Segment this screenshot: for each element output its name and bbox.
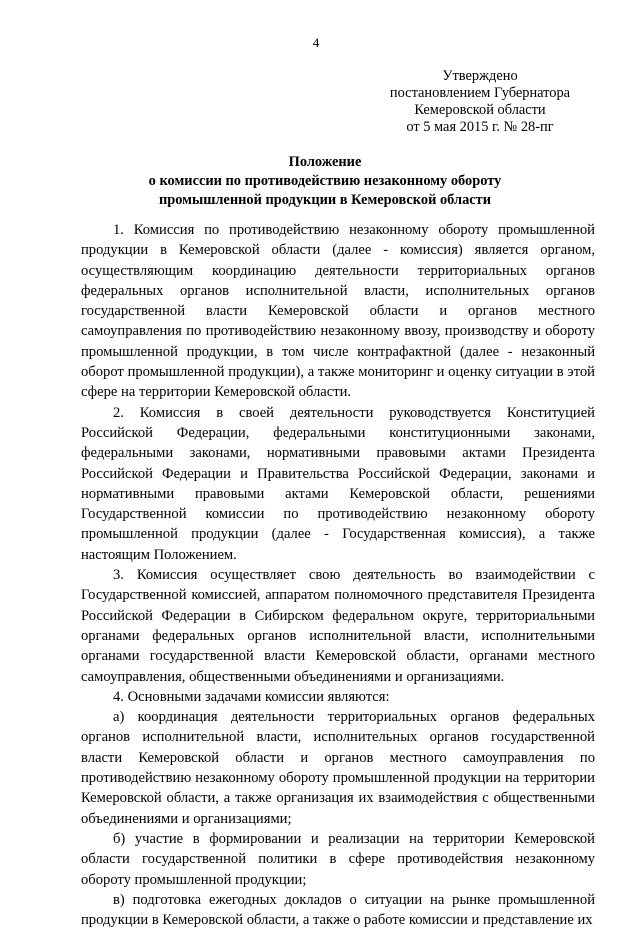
title-line: о комиссии по противодействию незаконному обороту [148,173,502,189]
approval-block [365,68,595,136]
approval-line: от 5 мая 2015 г. № 28-пг [406,119,554,135]
paragraph-4b: б) участие в формировании и реализации на территории Кемеровской области государственной политики в сфере противодействия незаконному обороту промышленной продукции; [81,830,595,888]
paragraph-4c: в) подготовка ежегодных докладов о ситуации на рынке промышленной продукции в Кемеровской области, а также о работе комиссии и представление их [81,891,595,929]
title-line: Положение [288,154,362,170]
document-body [81,220,595,930]
paragraph-1: 1. Комиссия по противодействию незаконному обороту промышленной продукции в Кемеровской области (далее - комиссия) является органом, осуществляющим координацию деятельности территориальных органов федеральных органов исполнительной власти, исполнительных органов государственной власти Кемеровской области и органов местного самоуправления по противодействию незаконному ввозу, производству и обороту промышленной продукции, в том числе контрафактной (далее - незаконный оборот промышленной продукции), а также мониторинг и оценку ситуации в этой сфере на территории Кемеровской области. [81,222,595,401]
paragraph-3: 3. Комиссия осуществляет свою деятельность во взаимодействии с Государственной комиссией, аппаратом полномочного представителя Президента Российской Федерации в Сибирском федеральном округе, территориальными органами федеральных органов исполнительной власти, исполнительными органами государственной власти Кемеровской области, органами местного самоуправления, общественными объединениями и организациями. [81,567,595,685]
page-number: 4 [312,35,320,50]
document-title [80,153,570,210]
paragraph-2: 2. Комиссия в своей деятельности руководствуется Конституцией Российской Федерации, федеральными конституционными законами, федеральными законами, нормативными правовыми актами Президента Российской Федерации и Правительства Российской Федерации, законами и нормативными правовыми актами Кемеровской области, решениями Государственной комиссии по противодействию незаконному обороту промышленной продукции (далее - Государственная комиссия), а также настоящим Положением. [81,404,595,563]
approval-line: Утверждено [442,68,518,84]
paragraph-4a: а) координация деятельности территориальных органов федеральных органов исполнительной власти, исполнительных органов государственной власти Кемеровской области и органов местного самоуправления по противодействию незаконному обороту промышленной продукции на территории Кемеровской области, а также организация их взаимодействия с общественными объединениями и организациями; [81,709,595,827]
approval-line: Кемеровской области [414,102,546,118]
title-line: промышленной продукции в Кемеровской области [158,192,492,208]
paragraph-4: 4. Основными задачами комиссии являются: [113,688,390,705]
approval-line: постановлением Губернатора [389,85,571,101]
